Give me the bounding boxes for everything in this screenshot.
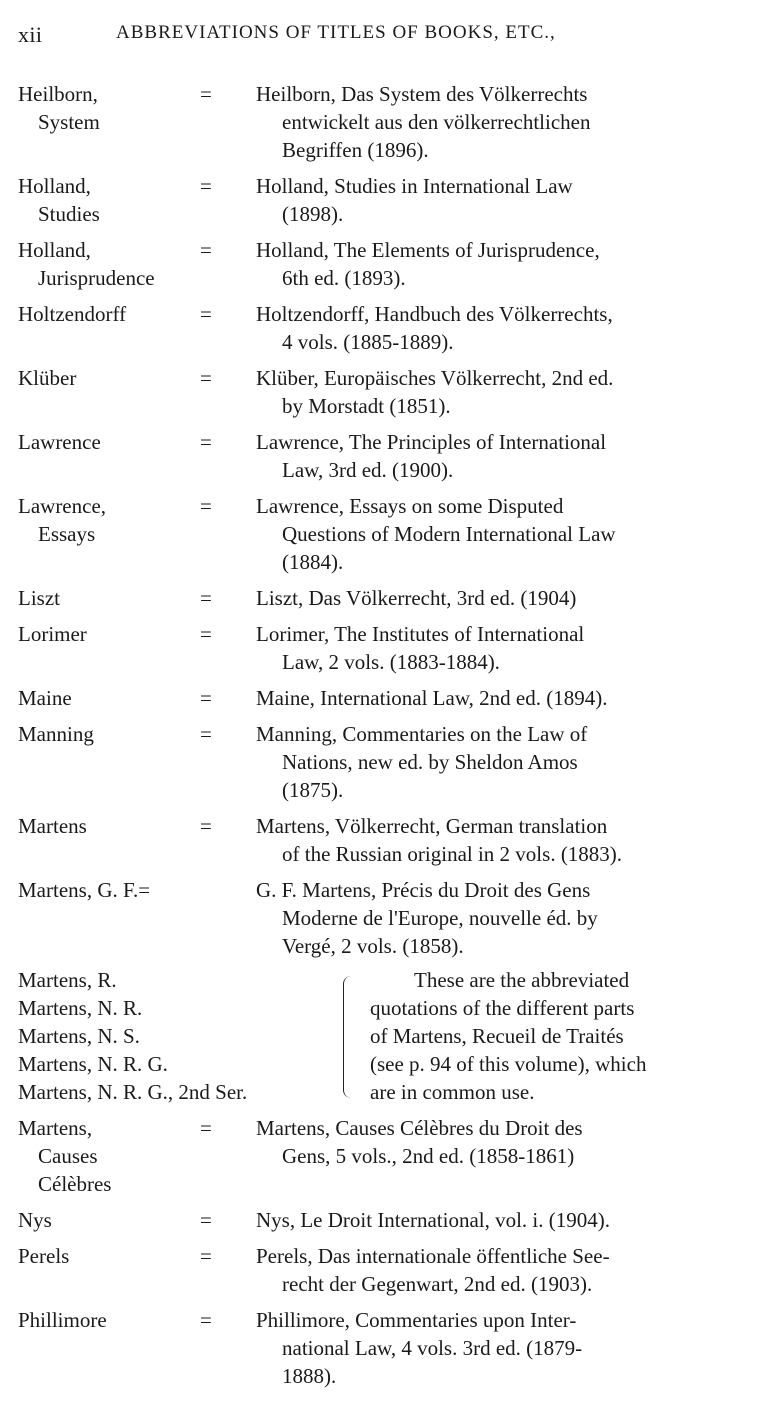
definition-line: Vergé, 2 vols. (1858). — [282, 934, 464, 958]
definition-line: 1888). — [282, 1364, 337, 1388]
abbreviation-line: Perels — [18, 1244, 70, 1268]
abbreviation-line: Studies — [38, 202, 100, 226]
entry-abbreviation — [18, 80, 200, 164]
group-note-line: are in common use. — [370, 1080, 535, 1104]
equals-sign — [200, 876, 256, 960]
definition-line: (1875). — [282, 778, 344, 802]
definition-line: Heilborn, Das System des Völkerrechts — [256, 82, 588, 106]
entry-definition — [256, 620, 770, 676]
definition-line: national Law, 4 vols. 3rd ed. (1879- — [282, 1336, 583, 1360]
abbreviation-line: Essays — [38, 522, 96, 546]
entry-definition — [256, 80, 770, 164]
definition-line: Moderne de l'Europe, nouvelle éd. by — [282, 906, 598, 930]
entry-abbreviation — [18, 1306, 200, 1390]
equals-sign: = — [200, 586, 212, 610]
entry-abbreviation — [18, 492, 200, 576]
definition-line: Gens, 5 vols., 2nd ed. (1858-1861) — [282, 1144, 575, 1168]
entry-definition — [256, 1242, 770, 1298]
abbreviation-line: Nys — [18, 1208, 52, 1232]
group-note-line: quotations of the different parts — [370, 996, 635, 1020]
abbreviation-line: Causes — [38, 1144, 98, 1168]
abbreviation-entry — [18, 584, 770, 612]
group-abbreviations — [18, 966, 364, 1106]
abbreviation-line: Klüber — [18, 366, 77, 390]
abbreviation-entry — [18, 492, 770, 576]
abbreviation-entry — [18, 1306, 770, 1390]
entry-abbreviation — [18, 1206, 200, 1234]
group-note-line: These are the abbreviated — [414, 968, 630, 992]
entry-definition — [256, 584, 770, 612]
group-abbreviation-line: Martens, N. R. G., 2nd Ser. — [18, 1080, 248, 1104]
abbreviation-line: Jurisprudence — [38, 266, 155, 290]
martens-recueil-group — [18, 966, 770, 1106]
entry-definition — [256, 236, 770, 292]
entry-definition — [256, 428, 770, 484]
entry-definition — [256, 720, 770, 804]
definition-line: (1884). — [282, 550, 344, 574]
definition-line: Holland, Studies in International Law — [256, 174, 573, 198]
entry-definition — [256, 876, 770, 960]
abbreviation-line: Lawrence, — [18, 494, 107, 518]
entry-abbreviation — [18, 300, 200, 356]
group-note — [370, 966, 770, 1106]
group-note-line: of Martens, Recueil de Traités — [370, 1024, 624, 1048]
definition-line: Manning, Commentaries on the Law of — [256, 722, 588, 746]
group-note-line: (see p. 94 of this volume), which — [370, 1052, 647, 1076]
definition-line: entwickelt aus den völkerrechtlichen — [282, 110, 591, 134]
definition-line: Law, 2 vols. (1883-1884). — [282, 650, 500, 674]
definition-line: Lorimer, The Institutes of International — [256, 622, 585, 646]
definition-line: (1898). — [282, 202, 344, 226]
abbreviation-entry — [18, 620, 770, 676]
abbreviation-entry — [18, 364, 770, 420]
abbreviation-entry — [18, 428, 770, 484]
abbreviation-line: Martens, — [18, 1116, 93, 1140]
abbreviation-entry — [18, 1206, 770, 1234]
definition-line: Holland, The Elements of Jurisprudence, — [256, 238, 600, 262]
equals-sign: = — [200, 238, 212, 262]
definition-line: 4 vols. (1885-1889). — [282, 330, 454, 354]
equals-sign: = — [200, 686, 212, 710]
equals-sign: = — [200, 1116, 212, 1140]
page-title: ABBREVIATIONS OF TITLES OF BOOKS, ETC., — [116, 22, 556, 43]
definition-line: Martens, Causes Célèbres du Droit des — [256, 1116, 583, 1140]
equals-sign: = — [200, 302, 212, 326]
abbreviation-line: Martens — [18, 814, 87, 838]
group-abbreviation-line: Martens, N. R. — [18, 996, 143, 1020]
running-header — [18, 16, 762, 56]
abbreviation-entry — [18, 812, 770, 868]
definition-line: Maine, International Law, 2nd ed. (1894). — [256, 686, 608, 710]
entry-abbreviation — [18, 684, 200, 712]
entry-abbreviation — [18, 172, 200, 228]
abbreviation-line: Holtzendorff — [18, 302, 127, 326]
definition-line: Martens, Völkerrecht, German translation — [256, 814, 608, 838]
abbreviation-line: System — [38, 110, 100, 134]
definition-line: Phillimore, Commentaries upon Inter- — [256, 1308, 577, 1332]
definition-line: Law, 3rd ed. (1900). — [282, 458, 454, 482]
entry-definition — [256, 364, 770, 420]
abbreviation-entry — [18, 1242, 770, 1298]
equals-sign: = — [200, 1208, 212, 1232]
abbreviation-line: Holland, — [18, 238, 91, 262]
entry-definition — [256, 1306, 770, 1390]
equals-sign: = — [200, 1244, 212, 1268]
abbreviation-entry — [18, 1114, 770, 1198]
entry-definition — [256, 172, 770, 228]
group-abbreviation-line: Martens, N. R. G. — [18, 1052, 168, 1076]
abbreviation-line: Manning — [18, 722, 94, 746]
entry-definition — [256, 1206, 770, 1234]
abbreviation-entry — [18, 684, 770, 712]
definition-line: Holtzendorff, Handbuch des Völkerrechts, — [256, 302, 613, 326]
equals-sign: = — [200, 430, 212, 454]
definition-line: Lawrence, Essays on some Disputed — [256, 494, 564, 518]
abbreviation-entry — [18, 236, 770, 292]
entry-abbreviation — [18, 620, 200, 676]
equals-sign: = — [200, 174, 212, 198]
abbreviation-entry — [18, 172, 770, 228]
entry-abbreviation — [18, 812, 200, 868]
definition-line: Nys, Le Droit International, vol. i. (1904). — [256, 1208, 611, 1232]
abbreviation-line: Liszt — [18, 586, 60, 610]
equals-sign: = — [200, 366, 212, 390]
entry-definition — [256, 684, 770, 712]
definition-line: Nations, new ed. by Sheldon Amos — [282, 750, 578, 774]
definition-line: Lawrence, The Principles of International — [256, 430, 607, 454]
entry-abbreviation — [18, 584, 200, 612]
definition-line: Klüber, Europäisches Völkerrecht, 2nd ed. — [256, 366, 614, 390]
definition-line: G. F. Martens, Précis du Droit des Gens — [256, 878, 591, 902]
definition-line: Begriffen (1896). — [282, 138, 429, 162]
abbreviations-list — [18, 80, 770, 1390]
group-abbreviation-line: Martens, N. S. — [18, 1024, 140, 1048]
abbreviation-line: Lorimer — [18, 622, 87, 646]
abbreviation-entry — [18, 80, 770, 164]
entry-definition — [256, 812, 770, 868]
equals-sign: = — [200, 722, 212, 746]
definition-line: of the Russian original in 2 vols. (1883). — [282, 842, 623, 866]
entry-abbreviation — [18, 1114, 200, 1198]
abbreviation-line: Phillimore — [18, 1308, 107, 1332]
abbreviation-line: Heilborn, — [18, 82, 98, 106]
entry-abbreviation — [18, 364, 200, 420]
entry-abbreviation — [18, 1242, 200, 1298]
definition-line: Questions of Modern International Law — [282, 522, 616, 546]
entry-definition — [256, 492, 770, 576]
abbreviation-entry — [18, 300, 770, 356]
definition-line: 6th ed. (1893). — [282, 266, 406, 290]
entry-abbreviation — [18, 876, 200, 960]
equals-sign: = — [200, 622, 212, 646]
entry-definition — [256, 300, 770, 356]
abbreviation-line: Martens, G. F.= — [18, 878, 151, 902]
equals-sign: = — [200, 494, 212, 518]
abbreviation-entry — [18, 720, 770, 804]
equals-sign: = — [200, 814, 212, 838]
abbreviation-line: Célèbres — [38, 1172, 112, 1196]
abbreviation-line: Holland, — [18, 174, 91, 198]
equals-sign: = — [200, 1308, 212, 1332]
group-abbreviation-line: Martens, R. — [18, 968, 117, 992]
definition-line: Liszt, Das Völkerrecht, 3rd ed. (1904) — [256, 586, 577, 610]
definition-line: Perels, Das internationale öffentliche See- — [256, 1244, 610, 1268]
abbreviation-line: Lawrence — [18, 430, 101, 454]
definition-line: by Morstadt (1851). — [282, 394, 451, 418]
group-brace — [343, 976, 358, 1098]
abbreviation-line: Maine — [18, 686, 72, 710]
abbreviation-entry — [18, 876, 770, 960]
equals-sign: = — [200, 82, 212, 106]
entry-abbreviation — [18, 720, 200, 804]
entry-abbreviation — [18, 236, 200, 292]
entry-abbreviation — [18, 428, 200, 484]
page-number: xii — [18, 22, 43, 47]
definition-line: recht der Gegenwart, 2nd ed. (1903). — [282, 1272, 593, 1296]
entry-definition — [256, 1114, 770, 1198]
